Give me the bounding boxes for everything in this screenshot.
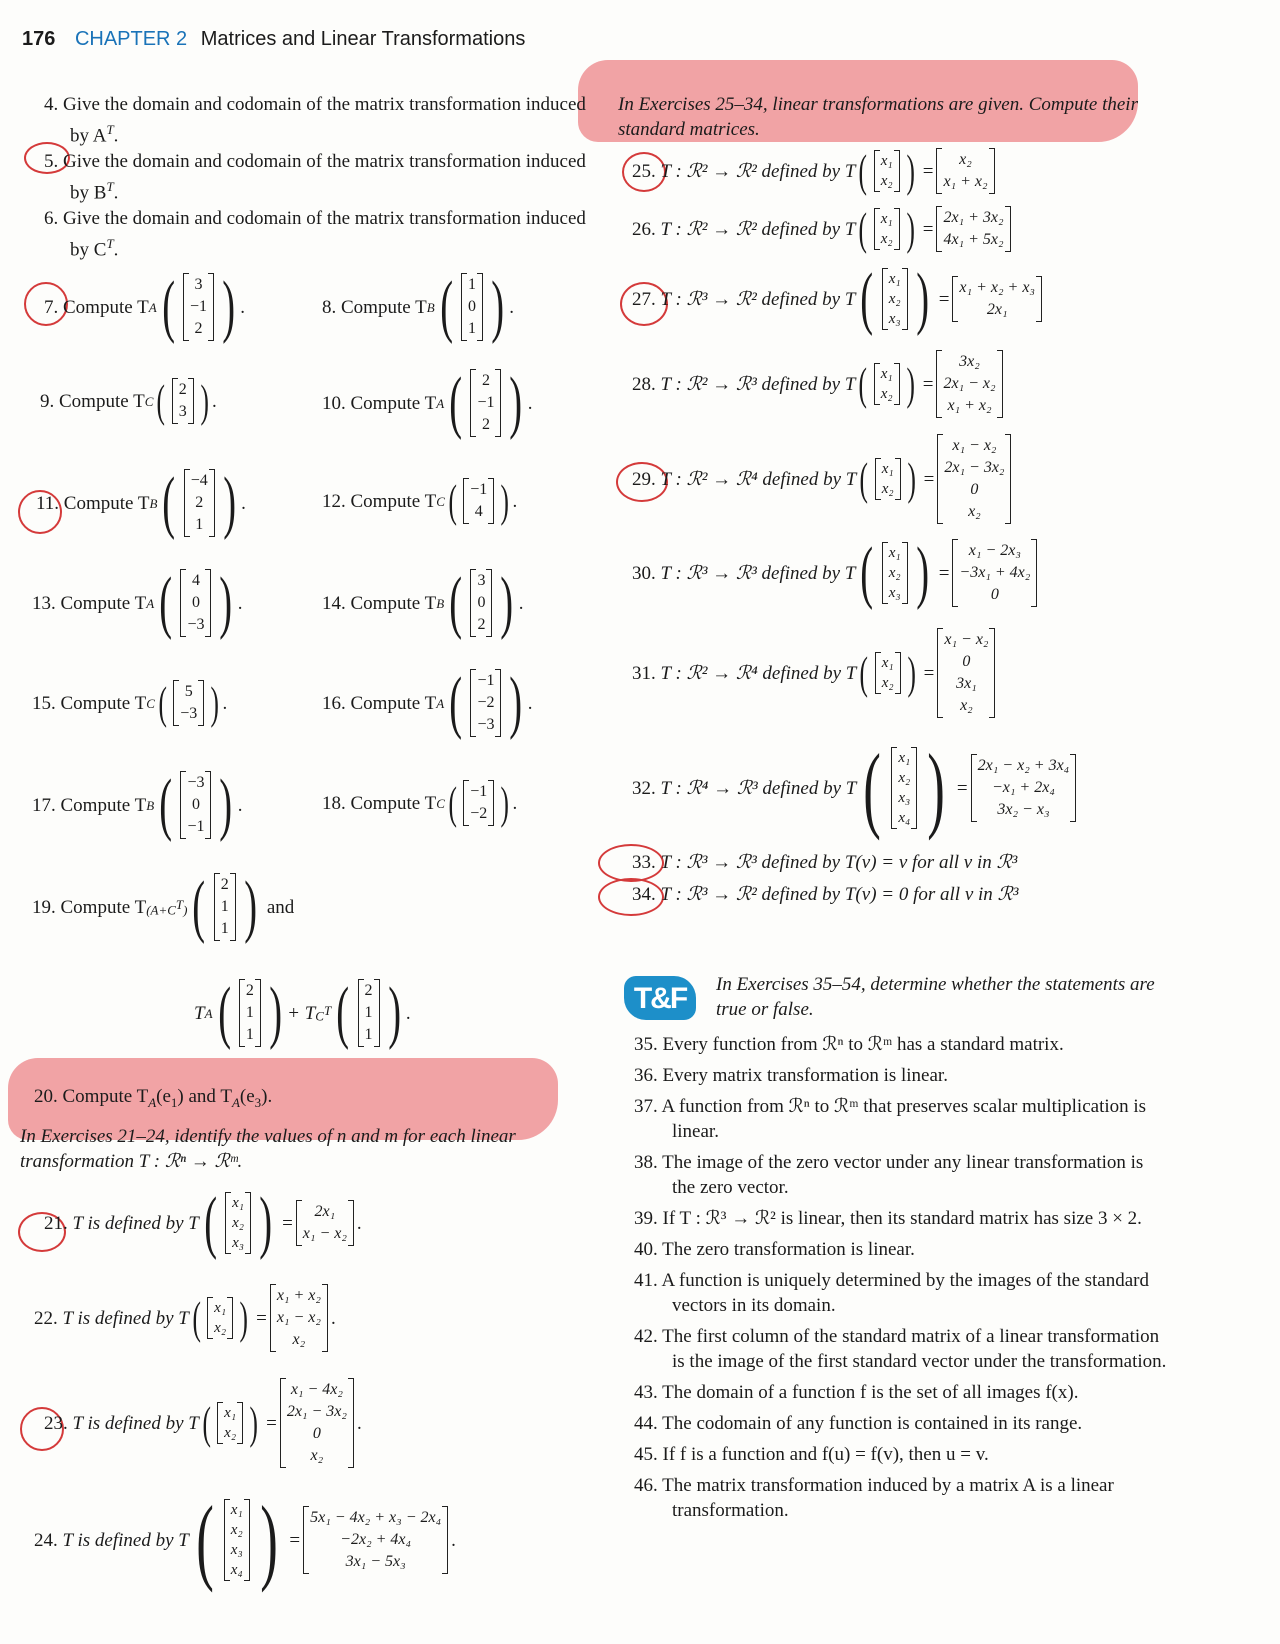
output-vector-22: x₁ + x₂ x₁ − x₂ x₂ xyxy=(270,1284,328,1352)
exercise-28: 28. T : ℛ² → ℛ³ defined by T ( x₁ x₂ ) = 3x₂ 2x₁ − x₂ x₁ + x₂ xyxy=(632,350,1006,418)
exercise-13: 13. Compute T A ( 4 0 −3 ) . xyxy=(32,564,243,641)
exercise-29: 29. T : ℛ² → ℛ⁴ defined by T ( x₁ x₂ ) = x₁ − x₂ 2x₁ − 3x₂ 0 x₂ xyxy=(632,434,1014,524)
exercise-26: 26. T : ℛ² → ℛ² defined by T ( x₁ x₂ ) = 2x₁ + 3x₂ 4x₁ + 5x₂ xyxy=(632,206,1014,252)
vector-11: −4 2 1 xyxy=(184,469,215,537)
tf-item-37: 37. A function from ℛⁿ to ℛᵐ that preserves scalar multiplication is linear. xyxy=(634,1096,1147,1142)
exercise-30: 30. T : ℛ³ → ℛ³ defined by T ( x₁ x₂ x₃ ) = x₁ − 2x₃ −3x₁ + 4x₂ 0 xyxy=(632,538,1040,608)
input-vector-32: x₁ x₂ x₃ x₄ xyxy=(891,747,917,829)
vector-10: 2 −1 2 xyxy=(470,369,501,437)
true-false-badge: T&F xyxy=(624,976,696,1020)
vector-9: 2 3 xyxy=(172,378,194,424)
exercise-25: 25. T : ℛ² → ℛ² defined by T ( x₁ x₂ ) = x₂ x₁ + x₂ xyxy=(632,148,998,194)
exercise-32: 32. T : ℛ⁴ → ℛ³ defined by T ( x₁ x₂ x₃ x₄ ) = 2x₁ − x₂ + 3x₄ −x₁ + 2x₄ 3x₂ − x₃ xyxy=(632,740,1079,836)
instruction-35-54: In Exercises 35–54, determine whether the statements are true or false. xyxy=(716,974,1155,1020)
input-vector-21: x₁ x₂ x₃ xyxy=(225,1192,251,1254)
output-vector-23: x₁ − 4x₂ 2x₁ − 3x₂ 0 x₂ xyxy=(280,1378,354,1468)
exercise-12: 12. Compute T C ( −1 4 ) . xyxy=(322,475,518,526)
vector-19c: 2 1 1 xyxy=(358,979,380,1047)
exercise-19-line2: T A ( 2 1 1 ) + T $C^T$ ( 2 1 1 ) . xyxy=(194,974,411,1051)
tf-item-46: 46. The matrix transformation induced by a matrix A is a linear transformation. xyxy=(634,1475,1114,1521)
vector-7: 3 −1 2 xyxy=(183,273,214,341)
input-vector-26: x₁ x₂ xyxy=(874,208,900,250)
vector-19: 2 1 1 xyxy=(214,873,236,941)
exercise-31: 31. T : ℛ² → ℛ⁴ defined by T ( x₁ x₂ ) = x₁ − x₂ 0 3x₁ x₂ xyxy=(632,628,998,718)
output-vector-21: 2x₁ x₁ − x₂ xyxy=(296,1200,354,1246)
exercise-27: 27. T : ℛ³ → ℛ² defined by T ( x₁ x₂ x₃ ) = x₁ + x₂ + x₃ 2x₁ xyxy=(632,264,1045,334)
chapter-title: Matrices and Linear Transformations xyxy=(200,28,526,50)
exercise-5: 5. Give the domain and codomain of the matrix transformation induced by $B^T$. xyxy=(44,151,586,204)
exercise-7: 7. Compute T A ( 3 −1 2 ) . xyxy=(44,268,246,345)
exercise-24: 24. T is defined by T ( x₁ x₂ x₃ x₄ ) = 5x₁ − 4x₂ + x₃ − 2x₄ −2x₂ + 4x₄ 3x₁ − 5x₃ . xyxy=(34,1486,456,1593)
tf-item-44: 44. The codomain of any function is contained in its range. xyxy=(634,1413,1083,1434)
vector-18: −1 −2 xyxy=(463,780,494,826)
output-vector-30: x₁ − 2x₃ −3x₁ + 4x₂ 0 xyxy=(952,539,1037,607)
exercise-21: 21. T is defined by T ( x₁ x₂ x₃ ) = 2x₁ x₁ − x₂ . xyxy=(44,1184,362,1261)
vector-12: −1 4 xyxy=(463,478,494,524)
instruction-21-24: In Exercises 21–24, identify the values of n and m for each linear transformation T : ℛⁿ → ℛᵐ. xyxy=(20,1126,516,1172)
tf-item-43: 43. The domain of a function f is the set of all images f(x). xyxy=(634,1382,1079,1403)
page-header xyxy=(22,28,525,51)
exercise-10: 10. Compute T A ( 2 −1 2 ) . xyxy=(322,364,533,441)
input-vector-27: x₁ x₂ x₃ xyxy=(882,268,908,330)
vector-16: −1 −2 −3 xyxy=(470,669,501,737)
exercise-34: 34. T : ℛ³ → ℛ² defined by T(v) = 0 for all v in ℛ³ xyxy=(632,884,1019,905)
tf-item-40: 40. The zero transformation is linear. xyxy=(634,1239,915,1260)
tf-item-41: 41. A function is uniquely determined by the images of the standard vectors in its domain. xyxy=(634,1270,1150,1316)
vector-13: 4 0 −3 xyxy=(180,569,211,637)
output-vector-32: 2x₁ − x₂ + 3x₄ −x₁ + 2x₄ 3x₂ − x₃ xyxy=(971,754,1077,822)
input-vector-31: x₁ x₂ xyxy=(875,652,901,694)
instruction-25-34: In Exercises 25–34, linear transformations are given. Compute their standard matrices. xyxy=(618,94,1138,140)
input-vector-23: x₁ x₂ xyxy=(217,1402,243,1444)
exercise-11: 11. Compute T B ( −4 2 1 ) . xyxy=(36,464,246,541)
vector-15: 5 −3 xyxy=(173,680,204,726)
input-vector-29: x₁ x₂ xyxy=(875,458,901,500)
output-vector-29: x₁ − x₂ 2x₁ − 3x₂ 0 x₂ xyxy=(937,434,1011,524)
input-vector-28: x₁ x₂ xyxy=(874,363,900,405)
exercise-14: 14. Compute T B ( 3 0 2 ) . xyxy=(322,564,524,641)
tf-item-45: 45. If f is a function and f(u) = f(v), then u = v. xyxy=(634,1444,989,1465)
exercise-23: 23. T is defined by T ( x₁ x₂ ) = x₁ − 4x₂ 2x₁ − 3x₂ 0 x₂ . xyxy=(44,1378,362,1468)
exercise-33: 33. T : ℛ³ → ℛ³ defined by T(v) = v for all v in ℛ³ xyxy=(632,852,1018,873)
exercise-22: 22. T is defined by T ( x₁ x₂ ) = x₁ + x₂ x₁ − x₂ x₂ . xyxy=(34,1284,336,1352)
output-vector-24: 5x₁ − 4x₂ + x₃ − 2x₄ −2x₂ + 4x₄ 3x₁ − 5x₃ xyxy=(303,1506,448,1574)
vector-19b: 2 1 1 xyxy=(239,979,261,1047)
exercise-15: 15. Compute T C ( 5 −3 ) . xyxy=(32,677,228,728)
exercise-9: 9. Compute T C ( 2 3 ) . xyxy=(40,375,217,426)
tf-item-39: 39. If T : ℛ³ → ℛ² is linear, then its standard matrix has size 3 × 2. xyxy=(634,1208,1142,1229)
exercise-6: 6. Give the domain and codomain of the matrix transformation induced by $C^T$. xyxy=(44,208,586,261)
exercise-4: 4. Give the domain and codomain of the matrix transformation induced by $A^T$. xyxy=(44,94,586,147)
tf-item-35: 35. Every function from ℛⁿ to ℛᵐ has a standard matrix. xyxy=(634,1034,1064,1055)
output-vector-28: 3x₂ 2x₁ − x₂ x₁ + x₂ xyxy=(936,350,1002,418)
tf-item-42: 42. The first column of the standard matrix of a linear transformation is the image of the first standard vector under the transformation. xyxy=(634,1326,1167,1372)
output-vector-31: x₁ − x₂ 0 3x₁ x₂ xyxy=(937,628,995,718)
exercise-19: 19. Compute T $(A+C^T)$ ( 2 1 1 ) and xyxy=(32,868,295,945)
output-vector-27: x₁ + x₂ + x₃ 2x₁ xyxy=(952,276,1042,322)
input-vector-30: x₁ x₂ x₃ xyxy=(882,542,908,604)
tf-item-36: 36. Every matrix transformation is linear. xyxy=(634,1065,948,1086)
input-vector-22: x₁ x₂ xyxy=(207,1297,233,1339)
exercise-20: 20. Compute $T_A(e_1)$ and $T_A(e_3)$. xyxy=(34,1086,273,1110)
exercise-16: 16. Compute T A ( −1 −2 −3 ) . xyxy=(322,664,533,741)
output-vector-25: x₂ x₁ + x₂ xyxy=(936,148,994,194)
tf-item-38: 38. The image of the zero vector under any linear transformation is the zero vector. xyxy=(634,1152,1144,1198)
chapter-label: CHAPTER 2 xyxy=(74,28,188,50)
exercise-17: 17. Compute T B ( −3 0 −1 ) . xyxy=(32,766,243,843)
output-vector-26: 2x₁ + 3x₂ 4x₁ + 5x₂ xyxy=(936,206,1010,252)
vector-17: −3 0 −1 xyxy=(180,771,211,839)
vector-8: 1 0 1 xyxy=(461,273,483,341)
vector-14: 3 0 2 xyxy=(470,569,492,637)
tf-list xyxy=(634,1032,1170,1529)
input-vector-25: x₁ x₂ xyxy=(874,150,900,192)
input-vector-24: x₁ x₂ x₃ x₄ xyxy=(224,1499,250,1581)
exercise-8: 8. Compute T B ( 1 0 1 ) . xyxy=(322,268,515,345)
exercise-18: 18. Compute T C ( −1 −2 ) . xyxy=(322,777,518,828)
page-number: 176 xyxy=(22,28,56,50)
